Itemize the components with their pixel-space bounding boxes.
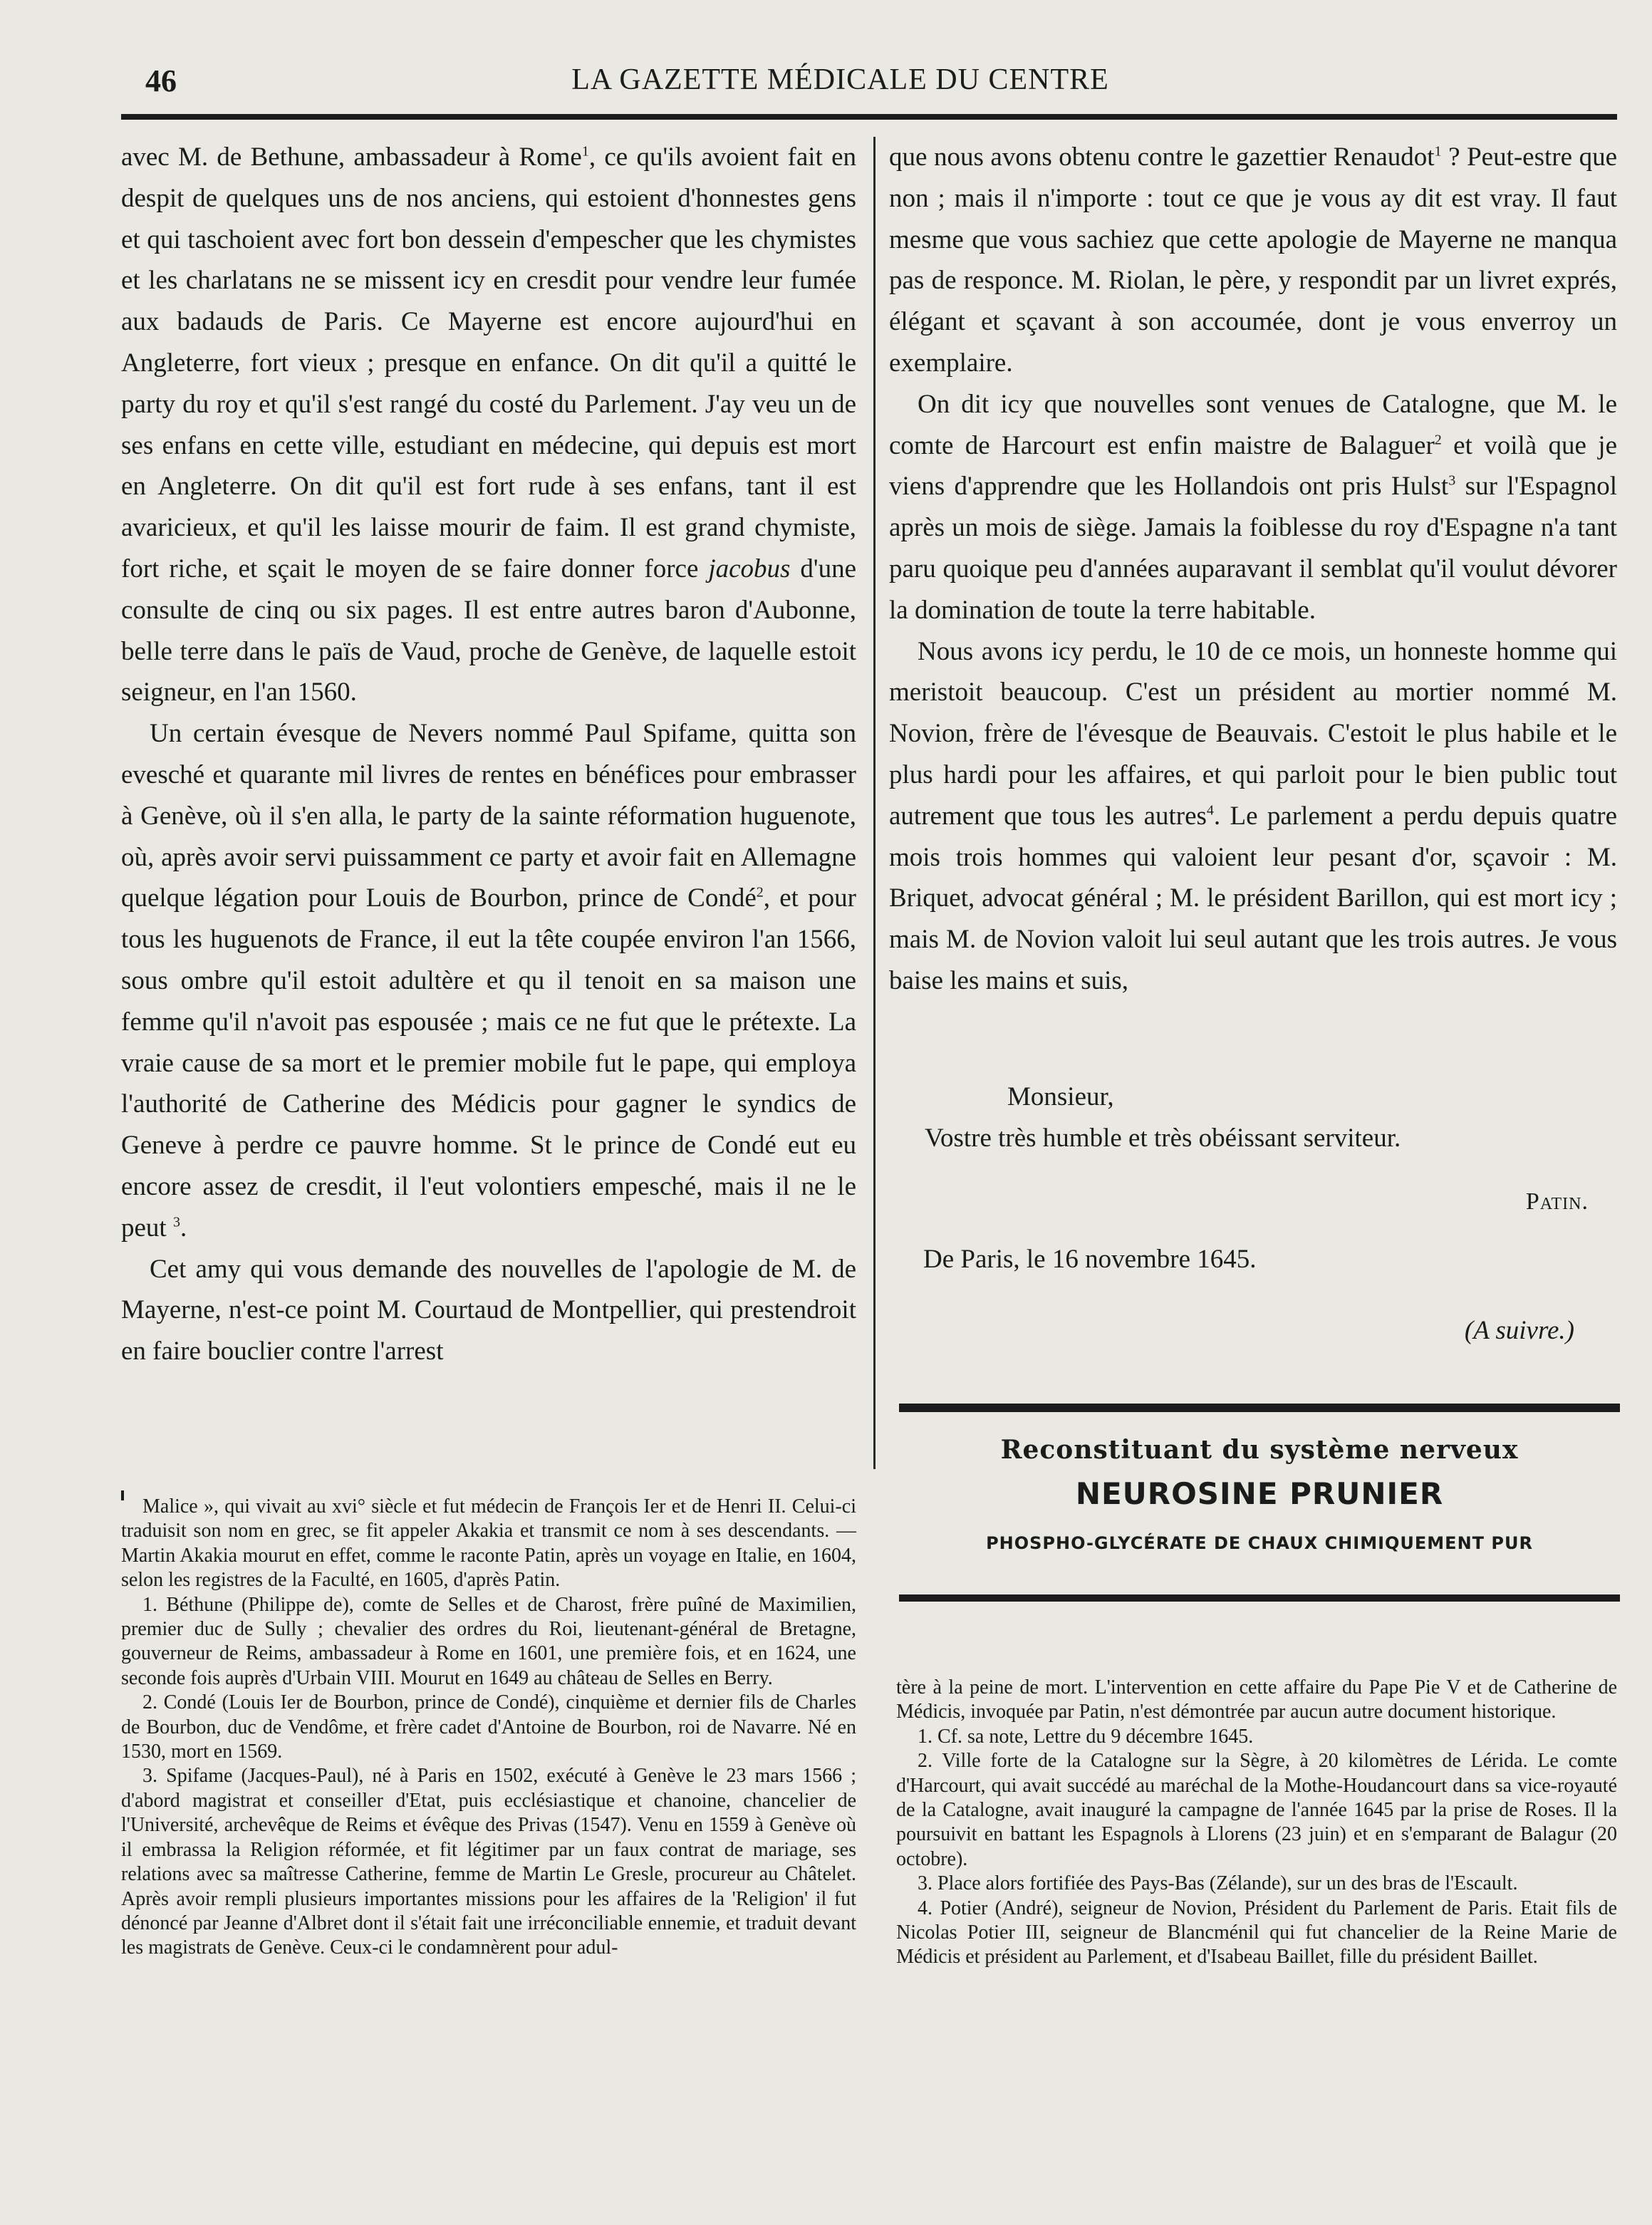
footnote-2: 2. Ville forte de la Catalogne sur la Sègre, à 20 kilomètres de Lérida. Le comte d'Harcourt, qui avait succédé au maréchal de la Mothe-Houdancourt dans sa vice-royauté de la Catalogne, avait inauguré la campagne de l'année 1645 par la prise de Roses. Il la poursuivit en battant les Espagnols à Llorens (23 juin) et en s'emparant de Balagur (20 octobre). xyxy=(896,1750,1617,1870)
column-divider xyxy=(873,137,876,1469)
right-column xyxy=(889,137,1617,1002)
footnote-ref: 1 xyxy=(581,143,589,160)
footnotes-left xyxy=(121,1495,856,1961)
ad-product-name: NEUROSINE PRUNIER xyxy=(1075,1476,1444,1511)
salutation: Monsieur, xyxy=(1007,1082,1114,1111)
header-rule xyxy=(121,114,1617,120)
left-paragraph-3: Cet amy qui vous demande des nouvelles de l'apologie de M. de Mayerne, n'est-ce point M. Courtaud de Montpellier, qui prestendroit en faire bouclier contre l'arrest xyxy=(121,1254,856,1366)
signature: Patin. xyxy=(1525,1188,1589,1215)
footnote-ref: 4 xyxy=(1206,802,1214,819)
left-column xyxy=(121,137,856,1372)
right-paragraph-1: que nous avons obtenu contre le gazettier Renaudot$^1$ ? Peut-estre que non ; mais il n'importe : tout ce que je vous ay dit est vray. Il faut mesme que vous sachiez que cette apologie de Mayerne ne manqua pas de responce. M. Riolan, le père, y respondit par un livret exprés, élégant et sçavant à son accoumée, dont je vous enverroy un exemplaire. xyxy=(889,142,1617,378)
footnote-ref: 3 xyxy=(172,1214,180,1230)
page-header xyxy=(0,57,1652,107)
footnote-1: 1. Béthune (Philippe de), comte de Selles et de Charost, frère puîné de Maximilien, premier duc de Sully ; chevalier des ordres du Roi, lieutenant-général de Bretagne, gouverneur de Reims, ambassadeur à Rome en 1601, une première fois, et en 1624, une seconde fois auprès d'Urbain VIII. Mourut en 1649 au château de Selles en Berry. xyxy=(121,1593,856,1689)
footnote-ref: 3 xyxy=(1448,473,1456,489)
footnote-continuation: Malice », qui vivait au xvi° siècle et fut médecin de François Ier et de Henri II. Celui-ci traduisit son nom en grec, se fit appeler Akakia et transmit ce nom à ses descendants. — Martin Akakia mourut en effet, comme le raconte Patin, après un voyage en Italie, en 1604, selon les registres de la Faculté, en 1605, d'après Patin. xyxy=(121,1495,856,1592)
footnote-4: 4. Potier (André), seigneur de Novion, Président du Parlement de Paris. Etait fils de Nicolas Potier III, seigneur de Blancménil qui fut chancelier de la Reine Marie de Médicis et président au Parlement, et d'Isabeau Baillet, fille du président Baillet. xyxy=(896,1897,1617,1969)
right-paragraph-2: On dit icy que nouvelles sont venues de Catalogne, que M. le comte de Harcourt est enfin maistre de Balaguer$^2$ et voilà que je viens d'apprendre que les Hollandois ont pris Hulst$^3$ sur l'Espagnol après un mois de siège. Jamais la foiblesse du roy d'Espagne n'a tant paru quoique peu d'années auparavant il semblat qu'il voulut dévorer la domination de toute la terre habitable. xyxy=(889,389,1618,625)
left-paragraph-1: avec M. de Bethune, ambassadeur à Rome$^1$, ce qu'ils avoient fait en despit de quelques uns de nos anciens, qui estoient d'honnestes gens et qui taschoient avec fort bon dessein d'empescher que les chymistes et les charlatans ne se missent icy en cresdit pour vendre leur fumée aux badauds de Paris. Ce Mayerne est encore aujourd'hui en Angleterre, fort vieux ; presque en enfance. On dit qu'il a quitté le party du roy et qu'il s'est rangé du costé du Parlement. J'ay veu un de ses enfans en cette ville, estudiant en médecine, qui depuis est mort en Angleterre. On dit qu'il est fort rude à ses enfans, tant il est avaricieux, et qu'il les laisse mourir de faim. Il est grand chymiste, fort riche, et sçait le moyen de se faire donner force jacobus d'une consulte de cinq ou six pages. Il est entre autres baron d'Aubonne, belle terre dans le païs de Vaud, proche de Genève, de laquelle estoit seigneur, en l'an 1560. xyxy=(121,142,857,707)
ad-rule-top xyxy=(899,1404,1620,1412)
footnote-2: 2. Condé (Louis Ier de Bourbon, prince de Condé), cinquième et dernier fils de Charles de Bourbon, duc de Vendôme, et frère cadet d'Antoine de Bourbon, roi de Navarre. Né en 1530, mort en 1569. xyxy=(121,1691,856,1763)
footnote-ref: 2 xyxy=(756,885,764,901)
right-paragraph-3: Nous avons icy perdu, le 10 de ce mois, un honneste homme qui meristoit beaucoup. C'est un président au mortier nommé M. Novion, frère de l'évesque de Beauvais. C'estoit le plus habile et le plus hardi pour les affaires, et qui parloit pour le bien public tout autrement que tous les autres$^4$. Le parlement a perdu depuis quatre mois trois hommes qui valoient leur pesant d'or, sçavoir : M. Briquet, advocat général ; M. le président Barillon, qui est mort icy ; mais M. de Novion valoit lui seul autant que les trois autres. Je vous baise les mains et suis, xyxy=(889,636,1617,995)
running-title: LA GAZETTE MÉDICALE DU CENTRE xyxy=(571,63,1109,96)
ad-rule-bottom xyxy=(899,1594,1620,1602)
left-paragraph-2: Un certain évesque de Nevers nommé Paul Spifame, quitta son evesché et quarante mil livres de rentes en bénéfices pour embrasser à Genève, où il s'en alla, le party de la sainte réformation huguenote, où, après avoir servi puissamment ce party et avoir fait en Allemagne quelque légation pour Louis de Bourbon, prince de Condé$^2$, et pour tous les huguenots de France, il eut la tête coupée environ l'an 1566, sous ombre qu'il estoit adultère et qu il tenoit en sa maison une femme qu'il n'avoit pas espousée ; mais ce ne fut que le prétexte. La vraie cause de sa mort et le premier mobile fut le pape, qui employa l'authorité de Catherine des Médicis pour gagner le syndics de Geneve à perdre ce pauvre homme. St le prince de Condé eut eu encore assez de cresdit, il l'eut volontiers empesché, mais il ne le peut $^3$. xyxy=(121,719,856,1243)
footnote-3: 3. Spifame (Jacques-Paul), né à Paris en 1502, exécuté à Genève le 23 mars 1566 ; d'abord magistrat et conseiller d'Etat, puis ecclésiastique et chanoine, chancelier de l'Université, archevêque de Reims et évêque des Privas (1547). Venu en 1559 à Genève où il embrassa la Religion réformée, et fit légitimer par un faux contrat de mariage, ses relations avec sa maîtresse Catherine, femme de Martin Le Gresle, procureur au Châtelet. Après avoir rempli plusieurs importantes missions pour les affaires de la 'Religion' il fut dénoncé par Jeanne d'Albret dont il s'était fait une irréconciliable ennemie, et traduit devant les magistrats de Genève. Ceux-ci le condamnèrent pour adul- xyxy=(121,1765,856,1959)
to-be-continued: (A suivre.) xyxy=(1464,1316,1574,1345)
footnote-1: 1. Cf. sa note, Lettre du 9 décembre 1645. xyxy=(918,1725,1254,1748)
dateline: De Paris, le 16 novembre 1645. xyxy=(923,1245,1257,1274)
complimentary-close: Vostre très humble et très obéissant serviteur. xyxy=(925,1124,1401,1153)
footnote-ref: 2 xyxy=(1434,432,1442,448)
page-number: 46 xyxy=(145,63,177,98)
footnote-ref: 1 xyxy=(1434,143,1442,160)
footnotes-right xyxy=(896,1676,1617,1970)
ad-title: Reconstituant du système nerveux xyxy=(1000,1435,1519,1465)
footnote-3: 3. Place alors fortifiée des Pays-Bas (Zélande), sur un des bras de l'Escault. xyxy=(918,1872,1518,1895)
footnote-continuation: tère à la peine de mort. L'intervention en cette affaire du Pape Pie V et de Catherine de Médicis, invoquée par Patin, n'est démontrée par aucun autre document historique. xyxy=(896,1676,1617,1723)
ad-subtitle: PHOSPHO-GLYCÉRATE DE CHAUX CHIMIQUEMENT PUR xyxy=(986,1533,1533,1553)
